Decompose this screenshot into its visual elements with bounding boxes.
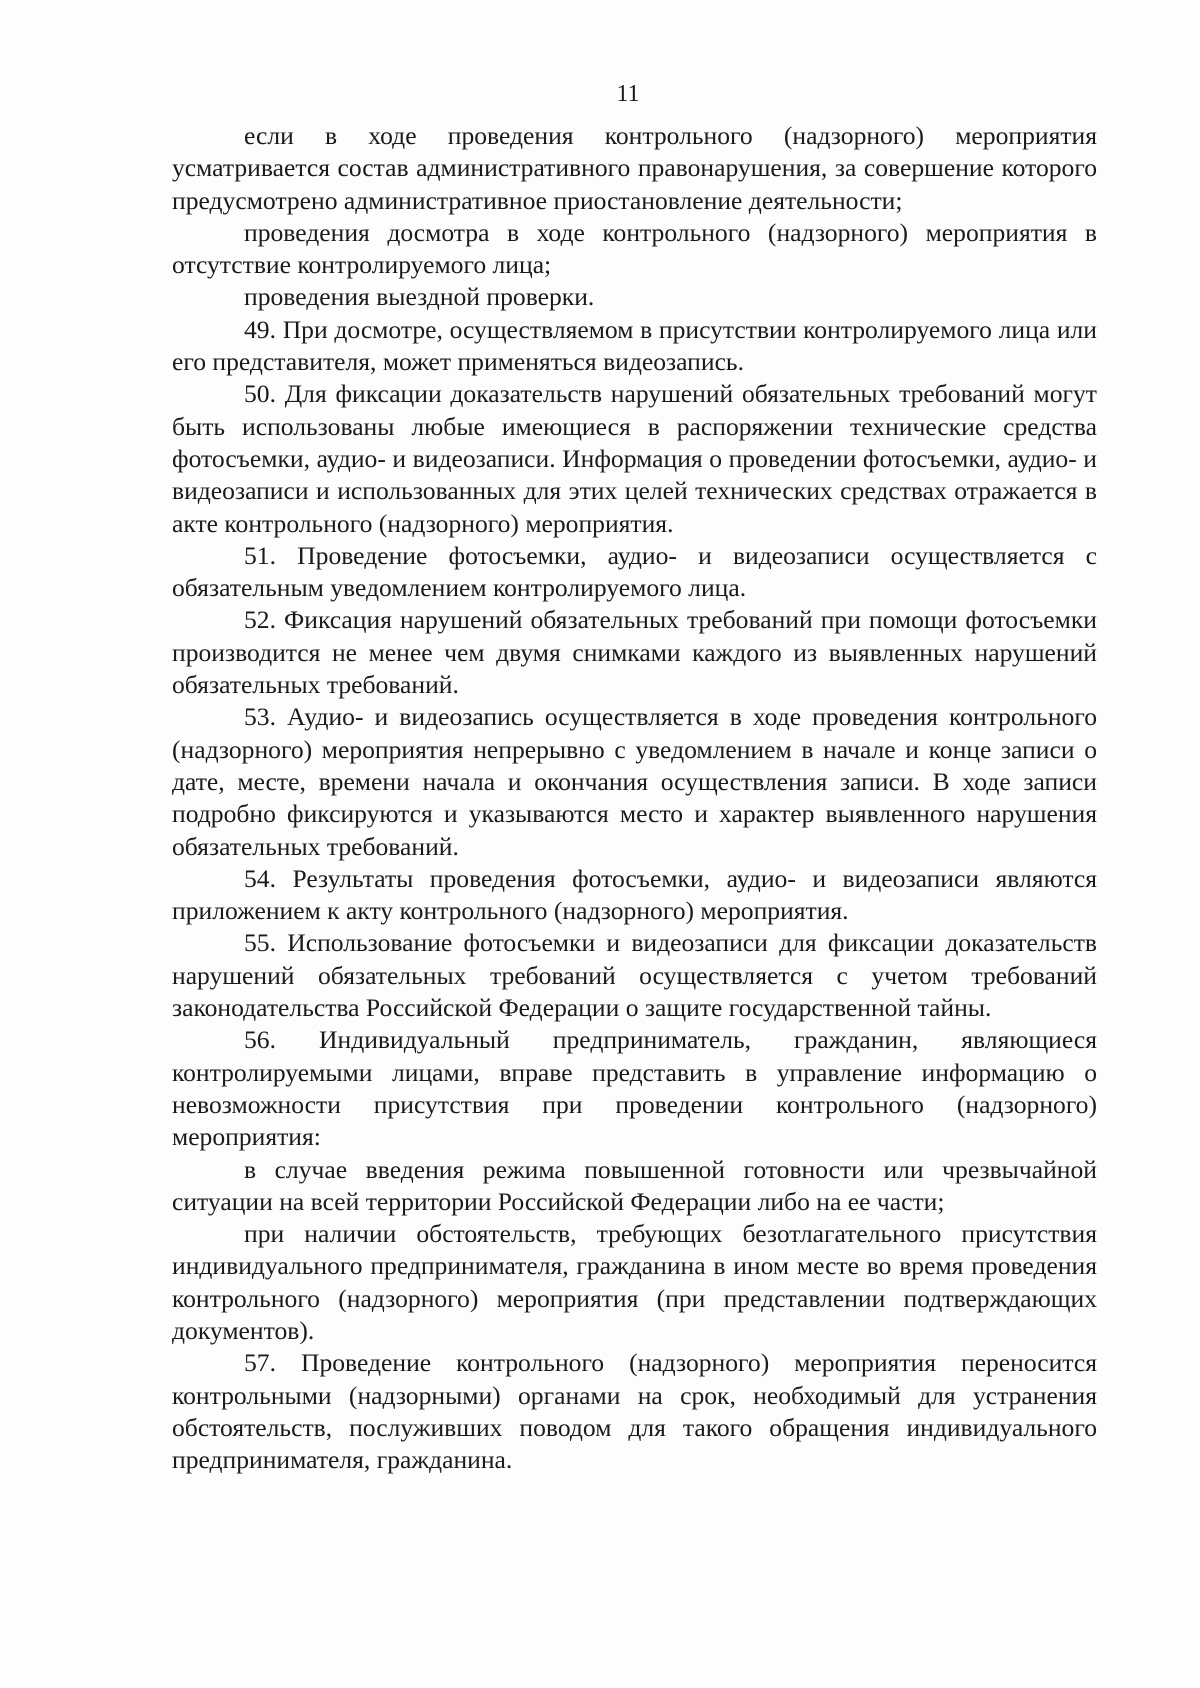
- document-body: [172, 120, 1097, 1476]
- paragraph-57: 57. Проведение контрольного (надзорного) мероприятия переносится контрольными (надзорными) органами на срок, необходимый для устранения обстоятельств, послуживших поводом для такого обращения индивидуального предпринимателя, гражданина.: [172, 1348, 1097, 1475]
- paragraph-51: 51. Проведение фотосъемки, аудио- и видеозаписи осуществляется с обязательным уведомлением контролируемого лица.: [172, 540, 1097, 603]
- paragraph-50: 50. Для фиксации доказательств нарушений обязательных требований могут быть использованы любые имеющиеся в распоряжении технические средства фотосъемки, аудио- и видеозаписи. Информация о проведении фотосъемки, аудио- и видеозаписи и использованных для этих целей технических средствах отражается в акте контрольного (надзорного) мероприятия.: [172, 379, 1097, 538]
- paragraph-56: 56. Индивидуальный предприниматель, гражданин, являющиеся контролируемыми лицами, вправе представить в управление информацию о невозможности присутствия при проведении контрольного (надзорного) мероприятия:: [172, 1025, 1097, 1152]
- paragraph-inspection-absent: проведения досмотра в ходе контрольного (надзорного) мероприятия в отсутствие контролируемого лица;: [172, 217, 1097, 280]
- paragraph-55: 55. Использование фотосъемки и видеозаписи для фиксации доказательств нарушений обязательных требований осуществляется с учетом требований законодательства Российской Федерации о защите государственной тайны.: [172, 928, 1097, 1023]
- paragraph-onsite-check: проведения выездной проверки.: [244, 282, 595, 312]
- paragraph-54: 54. Результаты проведения фотосъемки, аудио- и видеозаписи являются приложением к акту контрольного (надзорного) мероприятия.: [172, 863, 1097, 926]
- page-number: 11: [616, 81, 640, 107]
- paragraph-52: 52. Фиксация нарушений обязательных требований при помощи фотосъемки производится не менее чем двумя снимками каждого из выявленных нарушений обязательных требований.: [172, 605, 1097, 700]
- paragraph-53: 53. Аудио- и видеозапись осуществляется в ходе проведения контрольного (надзорного) мероприятия непрерывно с уведомлением в начале и конце записи о дате, месте, времени начала и окончания осуществления записи. В ходе записи подробно фиксируются и указываются место и характер выявленного нарушения обязательных требований.: [172, 702, 1097, 861]
- paragraph-urgent-circumstances: при наличии обстоятельств, требующих безотлагательного присутствия индивидуального предпринимателя, гражданина в ином месте во время проведения контрольного (надзорного) мероприятия (при представлении подтверждающих документов).: [172, 1219, 1097, 1345]
- paragraph-suspension-condition: если в ходе проведения контрольного (надзорного) мероприятия усматривается состав административного правонарушения, за совершение которого предусмотрено административное приостановление деятельности;: [172, 121, 1097, 215]
- paragraph-emergency-regime: в случае введения режима повышенной готовности или чрезвычайной ситуации на всей территории Российской Федерации либо на ее части;: [172, 1154, 1097, 1216]
- paragraph-49: 49. При досмотре, осуществляемом в присутствии контролируемого лица или его представителя, может применяться видеозапись.: [172, 314, 1097, 377]
